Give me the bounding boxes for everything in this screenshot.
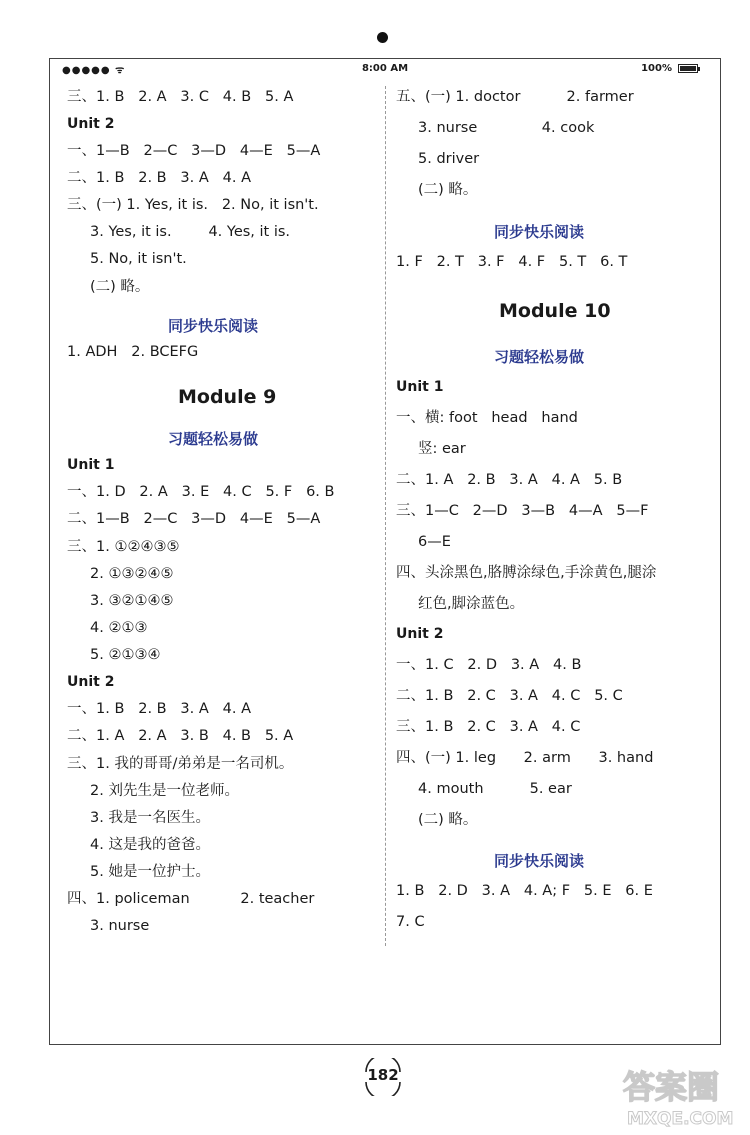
answer-line: 红色,脚涂蓝色。 bbox=[418, 596, 525, 612]
answer-line: 五、(一) 1. doctor 2. farmer bbox=[396, 89, 634, 105]
answer-line: 一、1. B 2. B 3. A 4. A bbox=[67, 701, 251, 717]
answer-line: 四、1. policeman 2. teacher bbox=[67, 891, 315, 907]
answer-line: 四、头涂黑色,胳膊涂绿色,手涂黄色,腿涂 bbox=[396, 565, 657, 581]
answer-line: 三、1. 我的哥哥/弟弟是一名司机。 bbox=[67, 756, 294, 772]
answer-line: 二、1. A 2. A 3. B 4. B 5. A bbox=[67, 728, 294, 744]
answer-line: 一、横: foot head hand bbox=[396, 410, 578, 426]
section-heading-exercises: 习题轻松易做 bbox=[494, 348, 585, 366]
answer-line: 竖: ear bbox=[418, 441, 466, 457]
module-title: Module 9 bbox=[178, 386, 277, 408]
answer-line: 3. 我是一名医生。 bbox=[90, 810, 210, 826]
answer-line: 三、1—C 2—D 3—B 4—A 5—F bbox=[396, 503, 649, 519]
unit-heading: Unit 1 bbox=[396, 379, 444, 395]
module-title: Module 10 bbox=[499, 300, 611, 322]
svg-text:答案圈: 答案圈 bbox=[623, 1068, 720, 1106]
section-heading-reading: 同步快乐阅读 bbox=[494, 852, 585, 870]
answer-line: 三、1. B 2. C 3. A 4. C bbox=[396, 719, 581, 735]
answer-line: 6—E bbox=[418, 534, 451, 550]
unit-heading: Unit 2 bbox=[67, 674, 115, 690]
answer-line: 一、1. D 2. A 3. E 4. C 5. F 6. B bbox=[67, 484, 335, 500]
answer-line: 二、1. B 2. C 3. A 4. C 5. C bbox=[396, 688, 623, 704]
answer-line: 4. mouth 5. ear bbox=[418, 781, 572, 797]
answer-line: 三、(一) 1. Yes, it is. 2. No, it isn't. bbox=[67, 197, 319, 213]
answer-line: 2. ①③②④⑤ bbox=[90, 566, 174, 582]
answer-line: 二、1—B 2—C 3—D 4—E 5—A bbox=[67, 511, 321, 527]
answer-line: 一、1. C 2. D 3. A 4. B bbox=[396, 657, 582, 673]
section-heading-reading: 同步快乐阅读 bbox=[494, 223, 585, 241]
column-divider bbox=[385, 86, 386, 946]
answer-line: 4. 这是我的爸爸。 bbox=[90, 837, 210, 853]
answer-line: 三、1. ①②④③⑤ bbox=[67, 539, 180, 555]
section-heading-reading: 同步快乐阅读 bbox=[168, 317, 259, 335]
watermark-logo bbox=[615, 1060, 745, 1130]
battery-percent: 100% bbox=[641, 63, 672, 74]
answer-line: 3. nurse bbox=[90, 918, 150, 934]
answer-line: 4. ②①③ bbox=[90, 620, 148, 636]
answer-line: 3. Yes, it is. 4. Yes, it is. bbox=[90, 224, 291, 240]
page-number: 182 bbox=[367, 1066, 399, 1084]
answer-line: (二) 略。 bbox=[418, 812, 478, 828]
answer-line: 7. C bbox=[396, 914, 425, 930]
answer-line: 5. driver bbox=[418, 151, 480, 167]
answer-line: 3. ③②①④⑤ bbox=[90, 593, 174, 609]
answer-line: 二、1. B 2. B 3. A 4. A bbox=[67, 170, 251, 186]
answer-line: 5. 她是一位护士。 bbox=[90, 864, 210, 880]
answer-line: 5. ②①③④ bbox=[90, 647, 161, 663]
answer-line: (二) 略。 bbox=[418, 182, 478, 198]
answer-line: 一、1—B 2—C 3—D 4—E 5—A bbox=[67, 143, 321, 159]
answer-line: (二) 略。 bbox=[90, 279, 150, 295]
unit-heading: Unit 2 bbox=[67, 116, 115, 132]
answer-line: 2. 刘先生是一位老师。 bbox=[90, 783, 239, 799]
svg-text:MXQE.COM: MXQE.COM bbox=[627, 1109, 734, 1129]
unit-heading: Unit 1 bbox=[67, 457, 115, 473]
answer-line: 1. F 2. T 3. F 4. F 5. T 6. T bbox=[396, 254, 628, 270]
answer-line: 四、(一) 1. leg 2. arm 3. hand bbox=[396, 750, 654, 766]
section-heading-exercises: 习题轻松易做 bbox=[168, 430, 259, 448]
status-bar bbox=[50, 60, 720, 78]
answer-line: 5. No, it isn't. bbox=[90, 251, 187, 267]
answer-line: 3. nurse 4. cook bbox=[418, 120, 595, 136]
battery-icon bbox=[678, 64, 698, 73]
answer-line: 二、1. A 2. B 3. A 4. A 5. B bbox=[396, 472, 623, 488]
answer-line: 三、1. B 2. A 3. C 4. B 5. A bbox=[67, 89, 294, 105]
unit-heading: Unit 2 bbox=[396, 626, 444, 642]
status-time: 8:00 AM bbox=[361, 63, 409, 74]
camera-dot bbox=[377, 32, 388, 43]
signal-icon: ●●●●● ᯤ bbox=[62, 65, 126, 76]
answer-line: 1. B 2. D 3. A 4. A; F 5. E 6. E bbox=[396, 883, 653, 899]
answer-line: 1. ADH 2. BCEFG bbox=[67, 344, 199, 360]
